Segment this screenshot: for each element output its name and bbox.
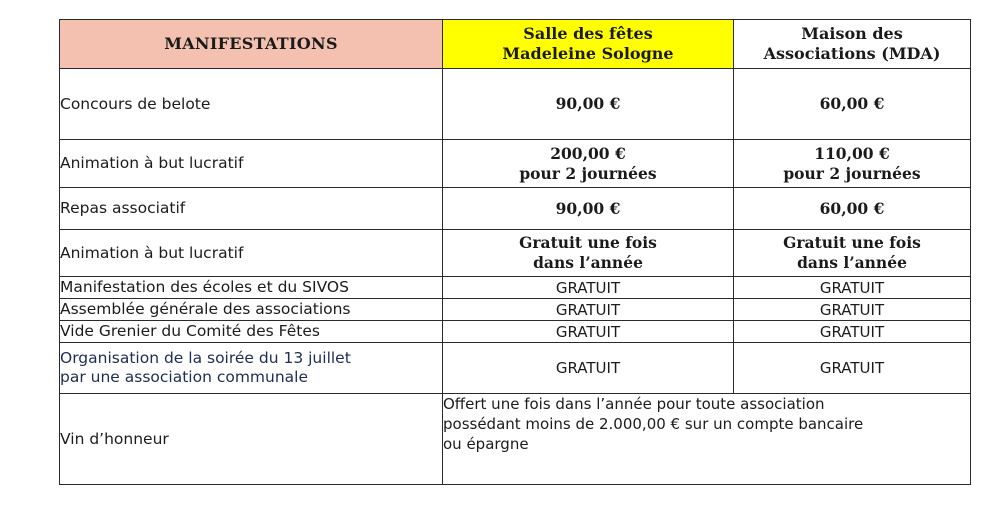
mda-price bbox=[734, 230, 971, 277]
salle-price: 90,00 € bbox=[443, 188, 734, 230]
mda-price-line2: dans l’année bbox=[797, 253, 907, 272]
mda-price-note: pour 2 journées bbox=[783, 163, 921, 183]
vin-honneur-note bbox=[443, 394, 971, 485]
row-label: Vin d’honneur bbox=[60, 394, 443, 485]
row-label: Animation à but lucratif bbox=[60, 230, 443, 277]
salle-price-line1: Gratuit une fois bbox=[519, 233, 657, 252]
salle-price: GRATUIT bbox=[443, 299, 734, 321]
mda-price: GRATUIT bbox=[734, 277, 971, 299]
table-row bbox=[60, 188, 971, 230]
mda-price-line1: Gratuit une fois bbox=[783, 233, 921, 252]
salle-price-note: pour 2 journées bbox=[519, 163, 657, 183]
header-mda-line1: Maison des bbox=[801, 24, 903, 43]
salle-price: GRATUIT bbox=[443, 277, 734, 299]
tarifs-table bbox=[59, 19, 971, 485]
row-label: Manifestation des écoles et du SIVOS bbox=[60, 277, 443, 299]
table-row bbox=[60, 140, 971, 188]
header-salle-line2: Madeleine Sologne bbox=[502, 44, 674, 63]
header-mda-line2: Associations (MDA) bbox=[763, 44, 941, 63]
salle-price: GRATUIT bbox=[443, 321, 734, 343]
mda-price bbox=[734, 140, 971, 188]
salle-price-line2: dans l’année bbox=[533, 253, 643, 272]
mda-price-amount: 110,00 € bbox=[814, 143, 890, 163]
header-salle-line1: Salle des fêtes bbox=[523, 24, 653, 43]
row-label-line1: Organisation de la soirée du 13 juillet bbox=[60, 349, 351, 367]
mda-price: 60,00 € bbox=[734, 69, 971, 140]
header-salle-des-fetes bbox=[443, 20, 734, 69]
salle-price: GRATUIT bbox=[443, 343, 734, 394]
note-line3: ou épargne bbox=[443, 435, 529, 453]
mda-price: GRATUIT bbox=[734, 321, 971, 343]
row-label: Repas associatif bbox=[60, 188, 443, 230]
row-label-line2: par une association communale bbox=[60, 368, 309, 386]
table-row bbox=[60, 394, 971, 485]
salle-price-amount: 200,00 € bbox=[550, 143, 626, 163]
table-row bbox=[60, 321, 971, 343]
table-row bbox=[60, 277, 971, 299]
table-row bbox=[60, 299, 971, 321]
row-label: Animation à but lucratif bbox=[60, 140, 443, 188]
table-row bbox=[60, 69, 971, 140]
salle-price bbox=[443, 230, 734, 277]
salle-price: 90,00 € bbox=[443, 69, 734, 140]
salle-price bbox=[443, 140, 734, 188]
row-label: Concours de belote bbox=[60, 69, 443, 140]
header-mda bbox=[734, 20, 971, 69]
table-row bbox=[60, 343, 971, 394]
mda-price: 60,00 € bbox=[734, 188, 971, 230]
header-row bbox=[60, 20, 971, 69]
mda-price: GRATUIT bbox=[734, 299, 971, 321]
note-line1: Offert une fois dans l’année pour toute association bbox=[443, 395, 825, 413]
table-row bbox=[60, 230, 971, 277]
mda-price: GRATUIT bbox=[734, 343, 971, 394]
header-manifestations: MANIFESTATIONS bbox=[60, 20, 443, 69]
row-label: Vide Grenier du Comité des Fêtes bbox=[60, 321, 443, 343]
row-label bbox=[60, 343, 443, 394]
note-line2: possédant moins de 2.000,00 € sur un compte bancaire bbox=[443, 415, 864, 433]
row-label: Assemblée générale des associations bbox=[60, 299, 443, 321]
